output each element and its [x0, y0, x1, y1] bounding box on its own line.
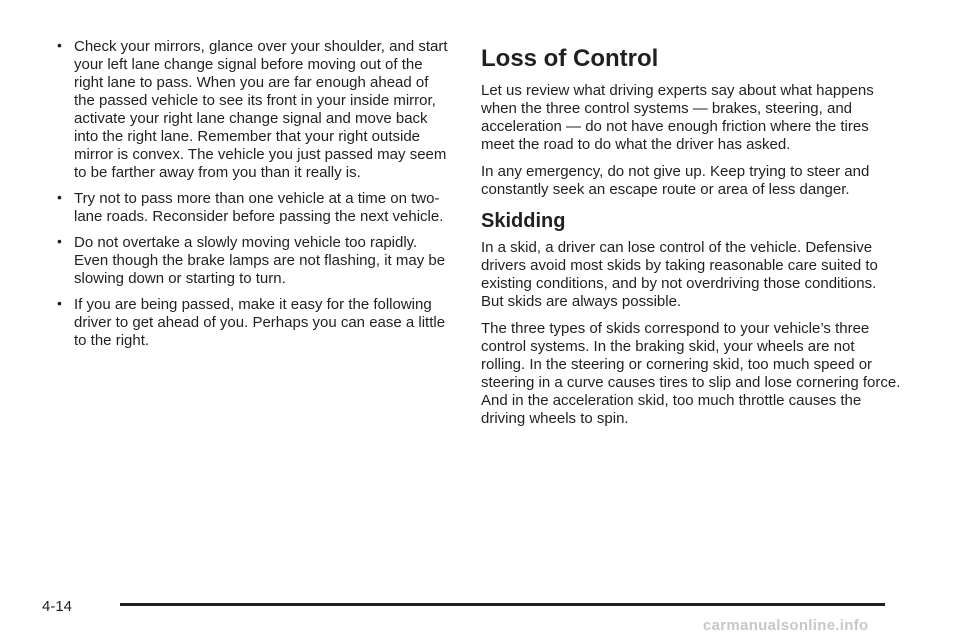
bullet-text: Do not overtake a slowly moving vehicle too rapidly. Even though the brake lamps are not flashing, it may be slowing down or starting to turn.: [74, 234, 446, 287]
bullet-icon: •: [57, 233, 62, 249]
paragraph: In any emergency, do not give up. Keep trying to steer and constantly seek an escape route or area of less danger.: [481, 163, 870, 198]
section-title: Loss of Control: [481, 45, 659, 72]
bullet-icon: •: [57, 189, 62, 205]
paragraph: The three types of skids correspond to your vehicle’s three control systems. In the braking skid, your wheels are not rolling. In the steering or cornering skid, too much speed or steering in a curve causes tires to slip and lose cornering force. And in the acceleration skid, too much throttle causes the driving wheels to spin.: [481, 320, 901, 427]
bullet-list: [52, 38, 452, 350]
footer-divider: [120, 603, 885, 606]
list-item: [52, 38, 452, 182]
paragraph: Let us review what driving experts say about what happens when the three control systems — brakes, steering, and acceleration — do not have enough friction where the tires meet the road to do what the driver has asked.: [481, 82, 874, 153]
bullet-icon: •: [57, 295, 62, 311]
bullet-icon: •: [57, 37, 62, 53]
right-column: [481, 38, 901, 437]
subsection-title: Skidding: [481, 210, 566, 232]
bullet-text: Check your mirrors, glance over your shoulder, and start your left lane change signal before moving out of the right lane to pass. When you are far enough ahead of the passed vehicle to see its front in your inside mirror, activate your right lane change signal and move back into the right lane. Remember that your right outside mirror is convex. The vehicle you just passed may seem to be farther away from you than it really is.: [74, 38, 448, 181]
page-number: 4-14: [42, 598, 73, 615]
bullet-text: Try not to pass more than one vehicle at a time on two-lane roads. Reconsider before passing the next vehicle.: [74, 190, 444, 225]
list-item: [52, 234, 452, 288]
left-column: [52, 38, 452, 358]
list-item: [52, 190, 452, 226]
list-item: [52, 296, 452, 350]
bullet-text: If you are being passed, make it easy for the following driver to get ahead of you. Perhaps you can ease a little to the right.: [74, 296, 446, 349]
paragraph: In a skid, a driver can lose control of the vehicle. Defensive drivers avoid most skids by taking reasonable care suited to existing conditions, and by not overdriving those conditions. But skids are always possible.: [481, 239, 878, 310]
watermark: carmanualsonline.info: [703, 617, 869, 634]
